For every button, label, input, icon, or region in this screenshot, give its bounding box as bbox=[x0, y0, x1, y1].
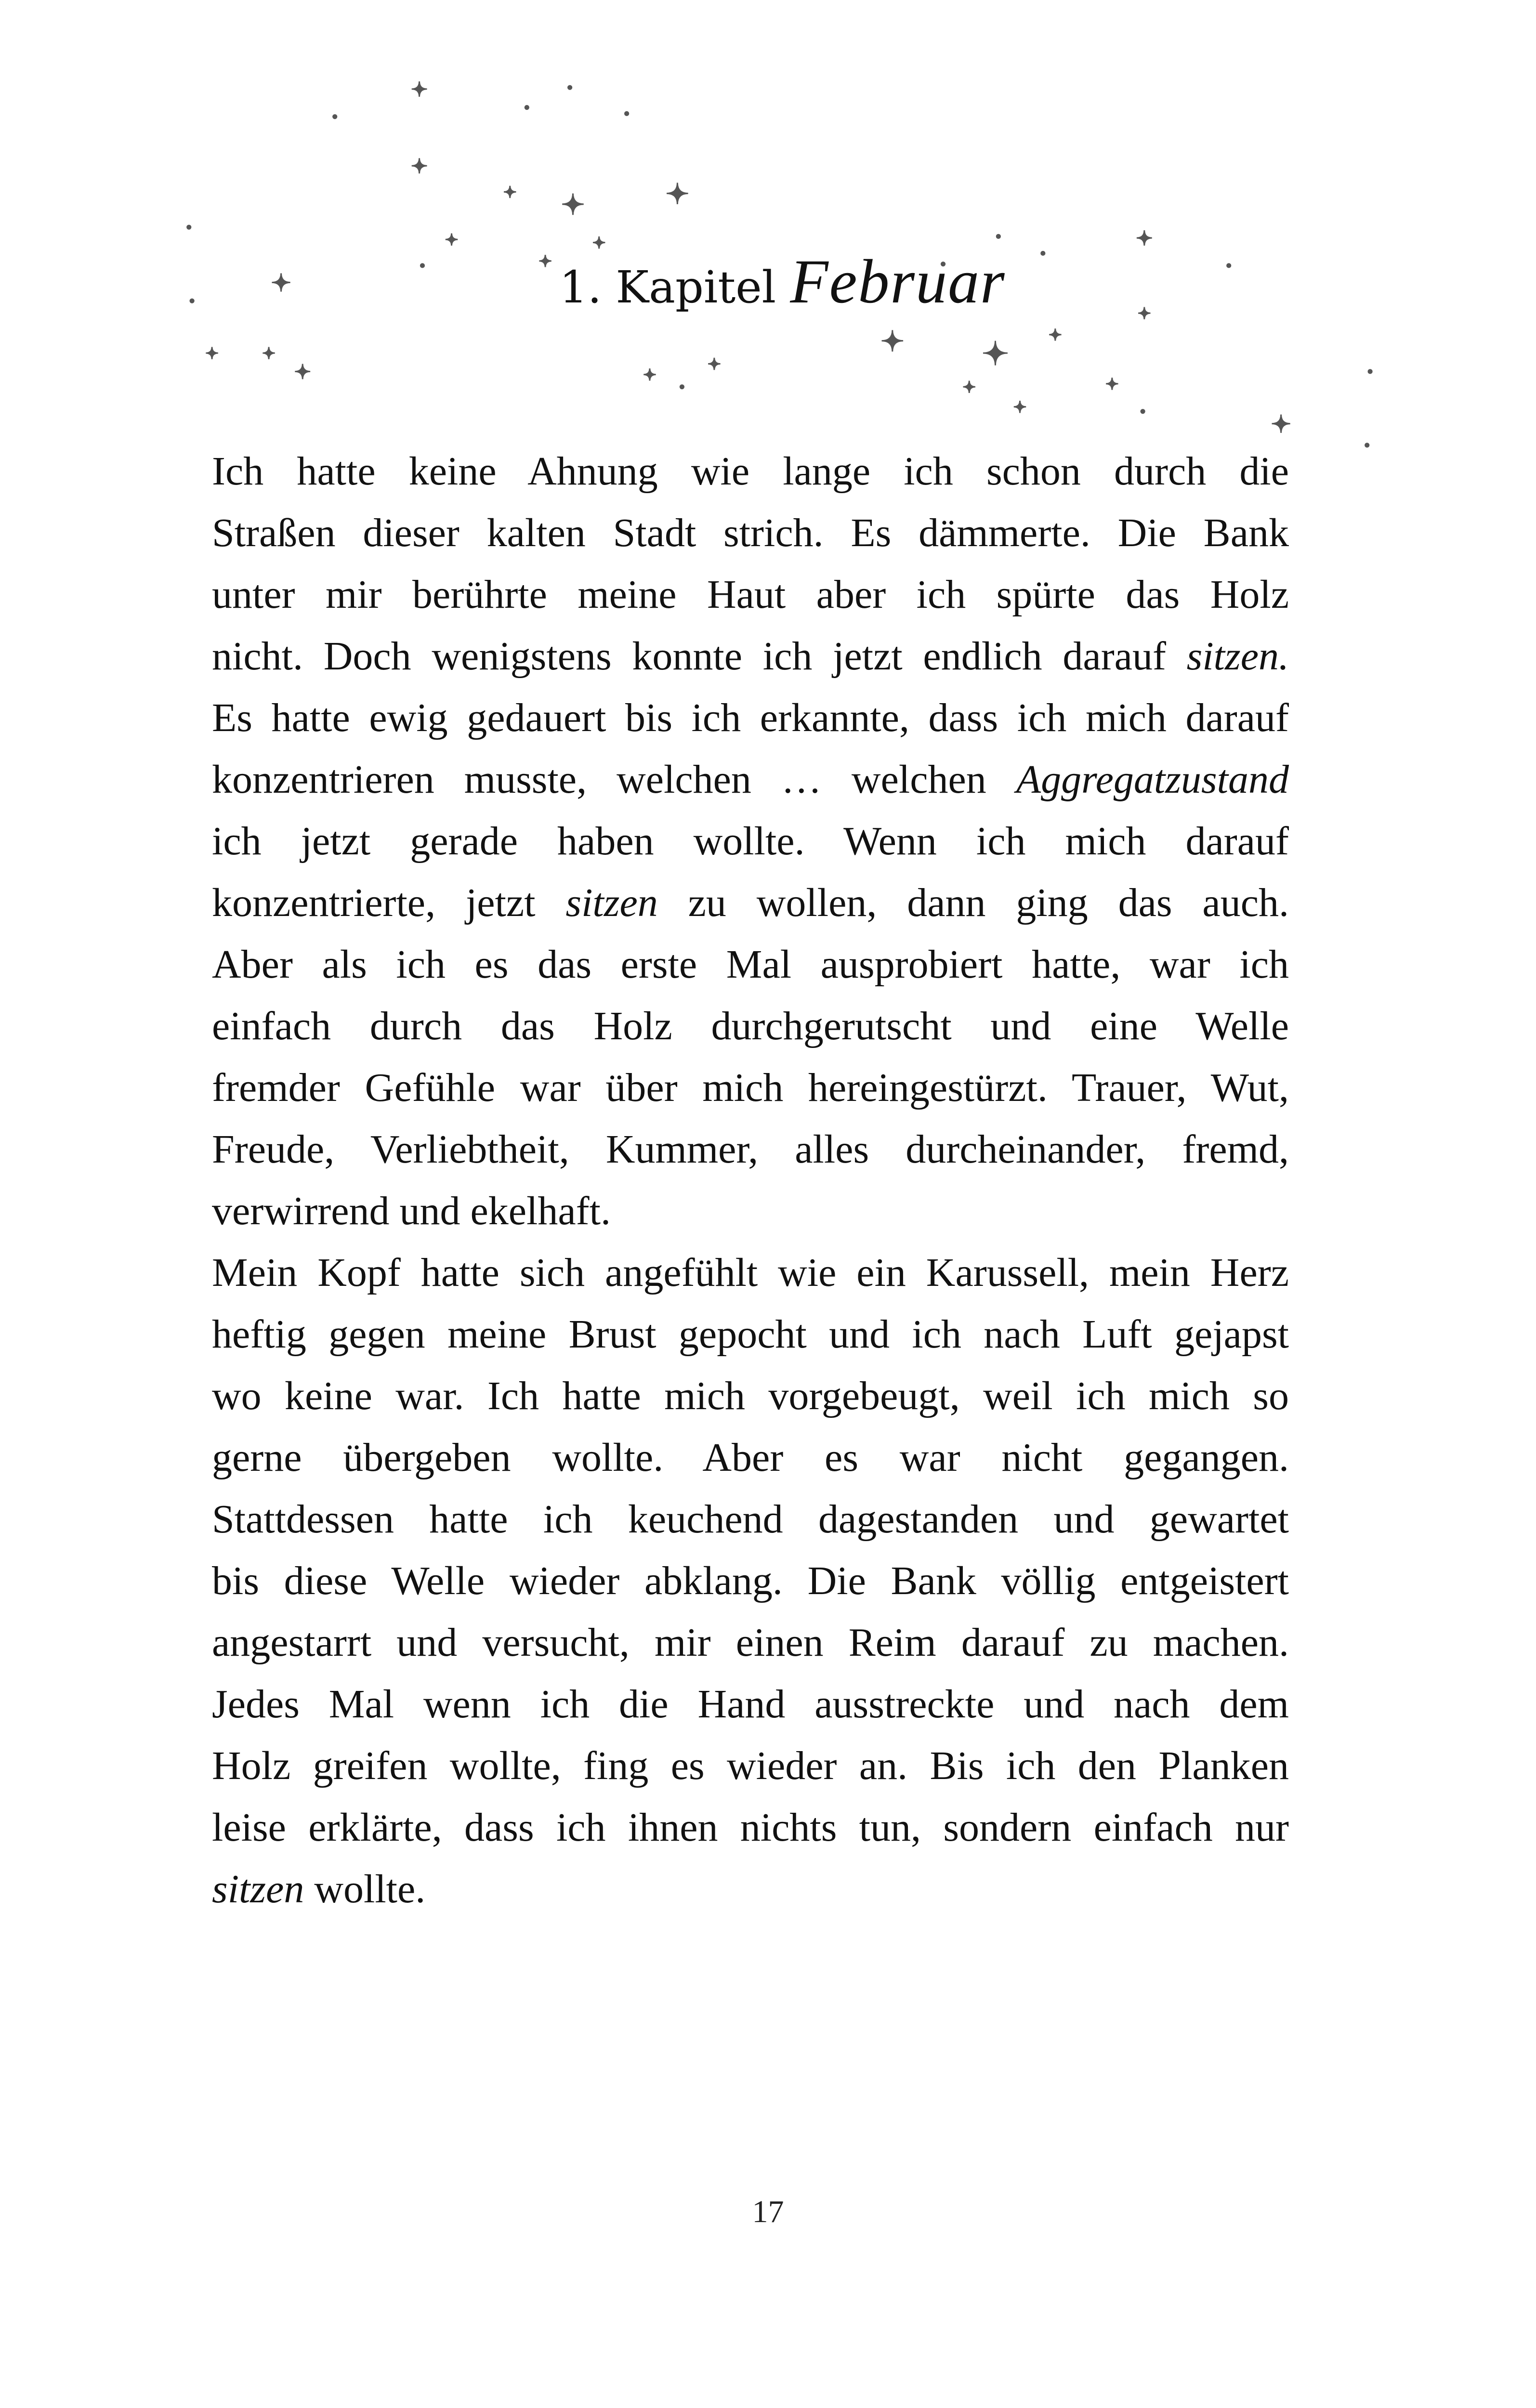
text-span: fremder Gefühle war über mich hereingestürzt. Trauer, Wut, bbox=[212, 1065, 1289, 1110]
text-line bbox=[212, 872, 1289, 934]
star-decoration bbox=[0, 0, 1536, 491]
star-icon bbox=[1137, 230, 1152, 246]
italic-text: Aggregatzustand bbox=[1016, 757, 1289, 802]
text-line bbox=[212, 1674, 1289, 1735]
dot-star-icon bbox=[332, 114, 337, 119]
text-line bbox=[212, 1612, 1289, 1674]
text-span: zu wollen, dann ging das auch. bbox=[657, 880, 1289, 925]
text-line bbox=[212, 1550, 1289, 1612]
text-span: konzentrieren musste, welchen … welchen bbox=[212, 757, 1016, 802]
dot-star-icon bbox=[624, 111, 629, 116]
text-span: konzentrierte, jetzt bbox=[212, 880, 566, 925]
italic-text: sitzen bbox=[212, 1867, 304, 1911]
star-icon bbox=[446, 234, 458, 246]
star-icon bbox=[1049, 328, 1062, 341]
text-line bbox=[212, 441, 1289, 502]
star-icon bbox=[1272, 415, 1290, 433]
star-icon bbox=[263, 347, 275, 359]
dot-star-icon bbox=[525, 105, 529, 110]
chapter-number: 1. Kapitel bbox=[559, 262, 776, 313]
text-line bbox=[212, 564, 1289, 626]
star-icon bbox=[412, 158, 427, 173]
text-span: Freude, Verliebtheit, Kummer, alles durcheinander, fremd, bbox=[212, 1127, 1289, 1172]
text-span: verwirrend und ekelhaft. bbox=[212, 1189, 611, 1233]
star-icon bbox=[593, 236, 605, 249]
text-span: einfach durch das Holz durchgerutscht und eine Welle bbox=[212, 1004, 1289, 1048]
text-span: wo keine war. Ich hatte mich vorgebeugt, weil ich mich so bbox=[212, 1374, 1289, 1418]
chapter-title bbox=[0, 247, 1536, 316]
dot-star-icon bbox=[1367, 369, 1372, 374]
dot-star-icon bbox=[567, 85, 572, 90]
star-icon bbox=[562, 194, 584, 215]
star-icon bbox=[206, 347, 218, 359]
text-span: Ich hatte keine Ahnung wie lange ich schon durch die bbox=[212, 449, 1289, 494]
text-span: bis diese Welle wieder abklang. Die Bank völlig entgeistert bbox=[212, 1558, 1289, 1603]
text-line bbox=[212, 1797, 1289, 1858]
text-span: unter mir berührte meine Haut aber ich spürte das Holz bbox=[212, 572, 1289, 617]
text-span: wollte. bbox=[304, 1867, 426, 1911]
text-span: nicht. Doch wenigstens konnte ich jetzt endlich darauf bbox=[212, 634, 1187, 679]
star-icon bbox=[983, 341, 1008, 366]
dot-star-icon bbox=[996, 234, 1001, 239]
text-line bbox=[212, 934, 1289, 995]
text-line bbox=[212, 1057, 1289, 1119]
text-span: Jedes Mal wenn ich die Hand ausstreckte und nach dem bbox=[212, 1682, 1289, 1727]
star-icon bbox=[412, 81, 427, 97]
star-icon bbox=[643, 368, 656, 381]
text-span: Aber als ich es das erste Mal ausprobiert hatte, war ich bbox=[212, 942, 1289, 987]
star-icon bbox=[1014, 401, 1026, 413]
text-span: angestarrt und versucht, mir einen Reim darauf zu machen. bbox=[212, 1620, 1289, 1665]
text-line bbox=[212, 1427, 1289, 1489]
text-line bbox=[212, 749, 1289, 811]
star-icon bbox=[504, 186, 516, 198]
text-line bbox=[212, 1365, 1289, 1427]
text-span: Holz greifen wollte, fing es wieder an. Bis ich den Planken bbox=[212, 1743, 1289, 1788]
star-icon bbox=[667, 183, 688, 204]
text-line bbox=[212, 1119, 1289, 1180]
text-span: Es hatte ewig gedauert bis ich erkannte, dass ich mich darauf bbox=[212, 695, 1289, 740]
dot-star-icon bbox=[186, 225, 191, 230]
italic-text: sitzen bbox=[565, 880, 658, 925]
dot-star-icon bbox=[1365, 443, 1369, 447]
text-line bbox=[212, 811, 1289, 872]
text-line bbox=[212, 1489, 1289, 1550]
text-span: leise erklärte, dass ich ihnen nichts tun, sondern einfach nur bbox=[212, 1805, 1289, 1850]
star-icon bbox=[295, 364, 310, 379]
page-number: 17 bbox=[752, 2194, 784, 2229]
star-icon bbox=[708, 358, 721, 370]
text-span: Straßen dieser kalten Stadt strich. Es dämmerte. Die Bank bbox=[212, 510, 1289, 555]
star-icon bbox=[1106, 378, 1118, 390]
dot-star-icon bbox=[680, 384, 684, 389]
text-line bbox=[212, 1858, 1289, 1920]
text-line bbox=[212, 1242, 1289, 1304]
star-icon bbox=[881, 330, 903, 352]
text-line bbox=[212, 687, 1289, 749]
text-line bbox=[212, 1304, 1289, 1365]
text-line bbox=[212, 626, 1289, 687]
body-text bbox=[212, 441, 1289, 1920]
text-line bbox=[212, 1735, 1289, 1797]
chapter-month: Februar bbox=[790, 247, 1006, 316]
text-span: Mein Kopf hatte sich angefühlt wie ein Karussell, mein Herz bbox=[212, 1250, 1289, 1295]
text-span: gerne übergeben wollte. Aber es war nicht gegangen. bbox=[212, 1435, 1289, 1480]
text-line bbox=[212, 995, 1289, 1057]
text-span: Stattdessen hatte ich keuchend dagestanden und gewartet bbox=[212, 1497, 1289, 1542]
dot-star-icon bbox=[1141, 409, 1145, 414]
text-line bbox=[212, 502, 1289, 564]
text-span: ich jetzt gerade haben wollte. Wenn ich mich darauf bbox=[212, 819, 1289, 864]
italic-text: sitzen. bbox=[1186, 634, 1289, 679]
star-icon bbox=[963, 381, 976, 393]
text-span: heftig gegen meine Brust gepocht und ich nach Luft gejapst bbox=[212, 1312, 1289, 1357]
text-line bbox=[212, 1180, 1289, 1242]
